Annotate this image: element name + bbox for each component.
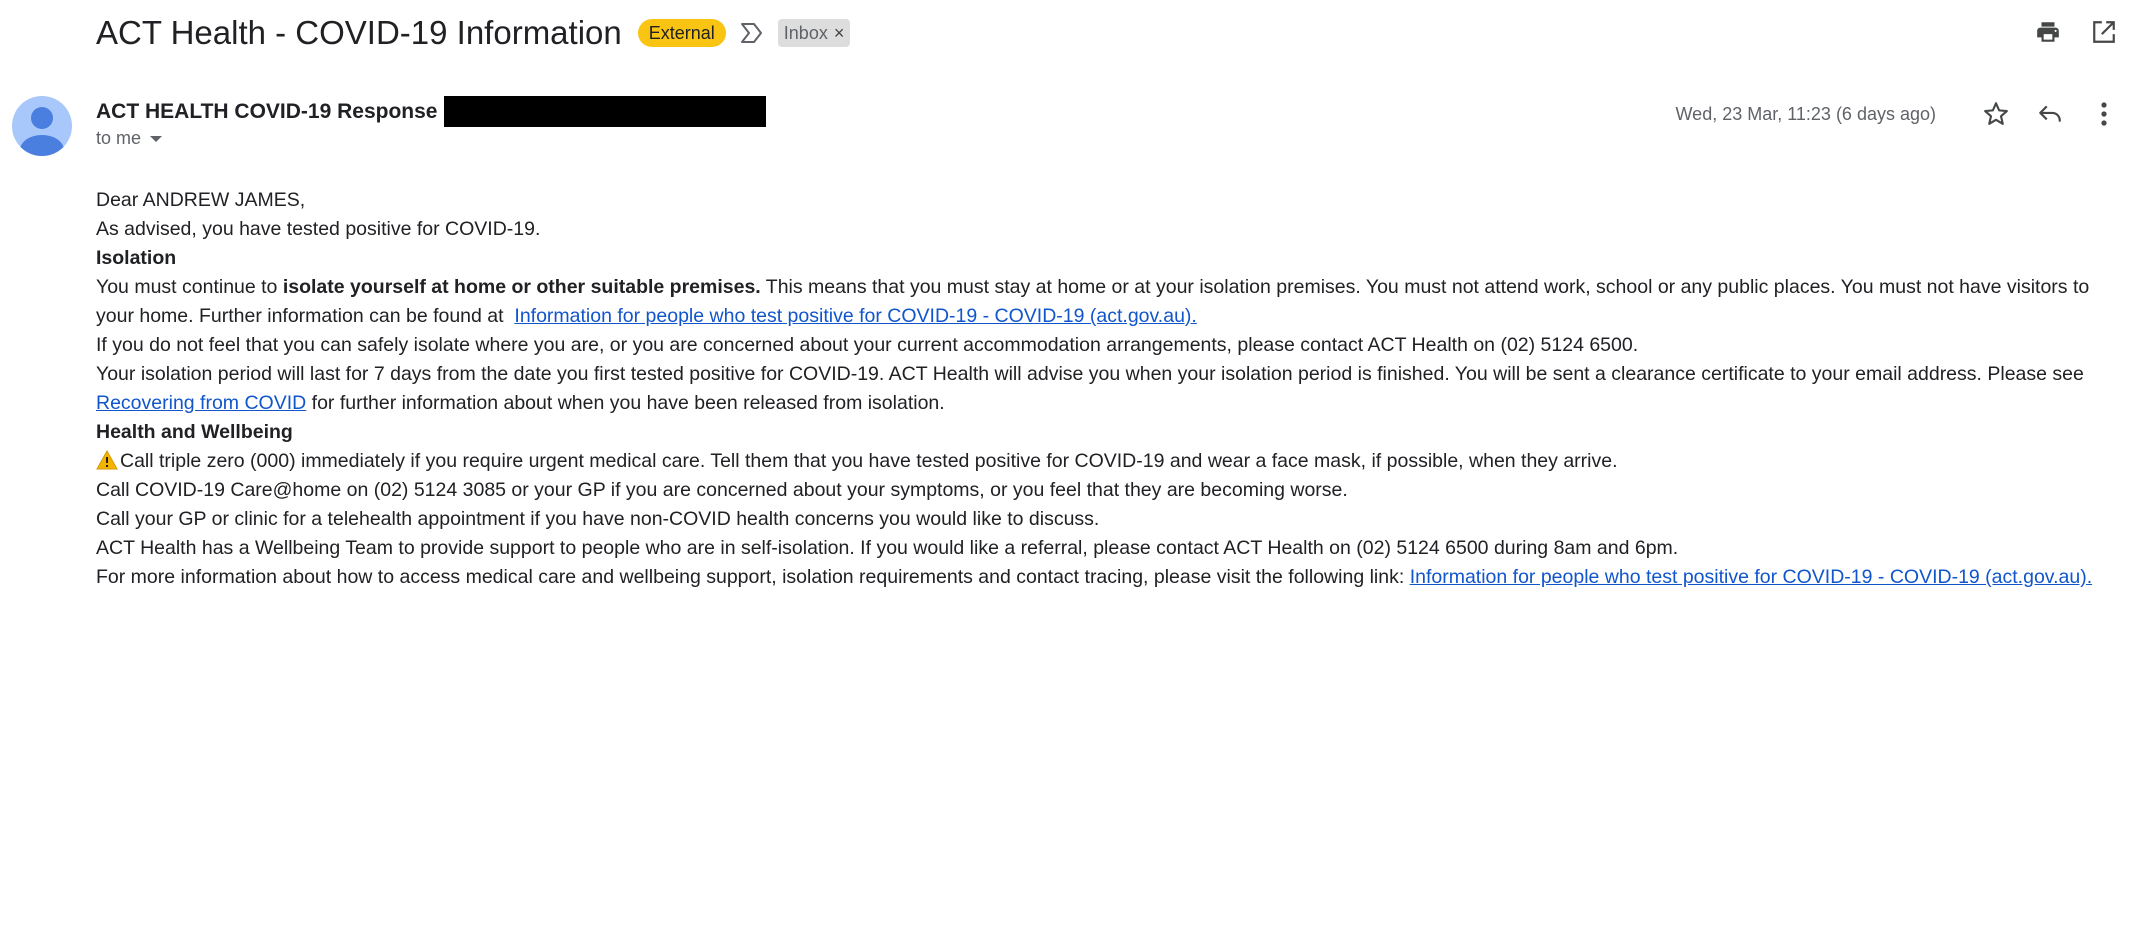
intro-text: As advised, you have tested positive for COVID-19. — [96, 218, 541, 240]
isolation-p3-text-a: Your isolation period will last for 7 days from the date you first tested positive for COVID-19. ACT Health will advise you when your isolation period is finished. You will be sent a clearance certificate to your email address. Please see — [96, 363, 2084, 385]
label-inbox-chip — [778, 19, 851, 47]
importance-marker-icon[interactable] — [740, 21, 766, 45]
email-subject: ACT Health - COVID-19 Information — [96, 14, 622, 51]
label-inbox-text: Inbox — [783, 23, 828, 43]
thread-actions — [2032, 16, 2120, 48]
isolation-p1-bold: isolate yourself at home or other suitable premises. — [282, 276, 761, 298]
greeting: Dear ANDREW JAMES, — [96, 189, 306, 211]
recovering-from-covid-link[interactable]: Recovering from COVID — [96, 392, 307, 414]
recipients-toggle[interactable] — [96, 128, 163, 149]
redacted-sender-email — [444, 96, 766, 127]
isolation-paragraph-3 — [96, 360, 2096, 418]
isolation-p1-text-a: You must continue to — [96, 276, 283, 298]
health-heading: Health and Wellbeing — [96, 421, 293, 443]
message-body — [96, 186, 2096, 592]
health-paragraph-5 — [96, 563, 2096, 592]
message-date: Wed, 23 Mar, 11:23 (6 days ago) — [1675, 103, 1936, 124]
subject-row — [96, 8, 850, 58]
sender-avatar[interactable] — [12, 96, 72, 156]
health-paragraph-4: ACT Health has a Wellbeing Team to provide support to people who are in self-isolation. If you would like a referral, please contact ACT Health on (02) 5124 6500 during 8am and 6pm. — [96, 537, 1679, 559]
open-in-new-window-icon[interactable] — [2088, 16, 2120, 48]
isolation-paragraph-1 — [96, 273, 2096, 331]
covid-positive-info-link-2[interactable]: Information for people who test positive for COVID-19 - COVID-19 (act.gov.au). — [1409, 566, 2093, 588]
more-vert-icon[interactable] — [2088, 98, 2120, 130]
sender-row — [96, 96, 766, 127]
sender-name[interactable]: ACT HEALTH COVID-19 Response — [96, 99, 438, 123]
message-meta — [1676, 98, 2120, 130]
isolation-p3-text-b: for further information about when you have been released from isolation. — [306, 392, 945, 414]
health-paragraph-3: Call your GP or clinic for a telehealth appointment if you have non-COVID health concerns you would like to discuss. — [96, 508, 1100, 530]
health-p1-text: Call triple zero (000) immediately if you require urgent medical care. Tell them that you have tested positive for COVID-19 and wear a face mask, if possible, when they arrive. — [120, 450, 1618, 472]
isolation-p1-text-b: This means that you must stay at home or at your isolation premises. You must not attend work, school or any public places. You must not have visitors to your home. Further information can be found at — [96, 276, 2095, 327]
health-paragraph-2: Call COVID-19 Care@home on (02) 5124 3085 or your GP if you are concerned about your symptoms, or you feel that they are becoming worse. — [96, 479, 1348, 501]
print-icon[interactable] — [2032, 16, 2064, 48]
covid-positive-info-link[interactable]: Information for people who test positive for COVID-19 - COVID-19 (act.gov.au). — [514, 305, 1197, 327]
remove-label-button[interactable]: × — [833, 23, 845, 43]
health-paragraph-1 — [96, 447, 2096, 476]
health-p5-text: For more information about how to access medical care and wellbeing support, isolation requirements and contact tracing, please visit the following link: — [96, 566, 1410, 588]
isolation-heading: Isolation — [96, 247, 177, 269]
external-badge: External — [638, 19, 726, 47]
star-icon[interactable] — [1980, 98, 2012, 130]
isolation-paragraph-2: If you do not feel that you can safely isolate where you are, or you are concerned about your current accommodation arrangements, please contact ACT Health on (02) 5124 6500. — [96, 334, 1639, 356]
recipients-text: to me — [96, 128, 142, 148]
warning-icon — [96, 450, 118, 470]
reply-icon[interactable] — [2034, 98, 2066, 130]
chevron-down-icon[interactable] — [149, 128, 163, 149]
